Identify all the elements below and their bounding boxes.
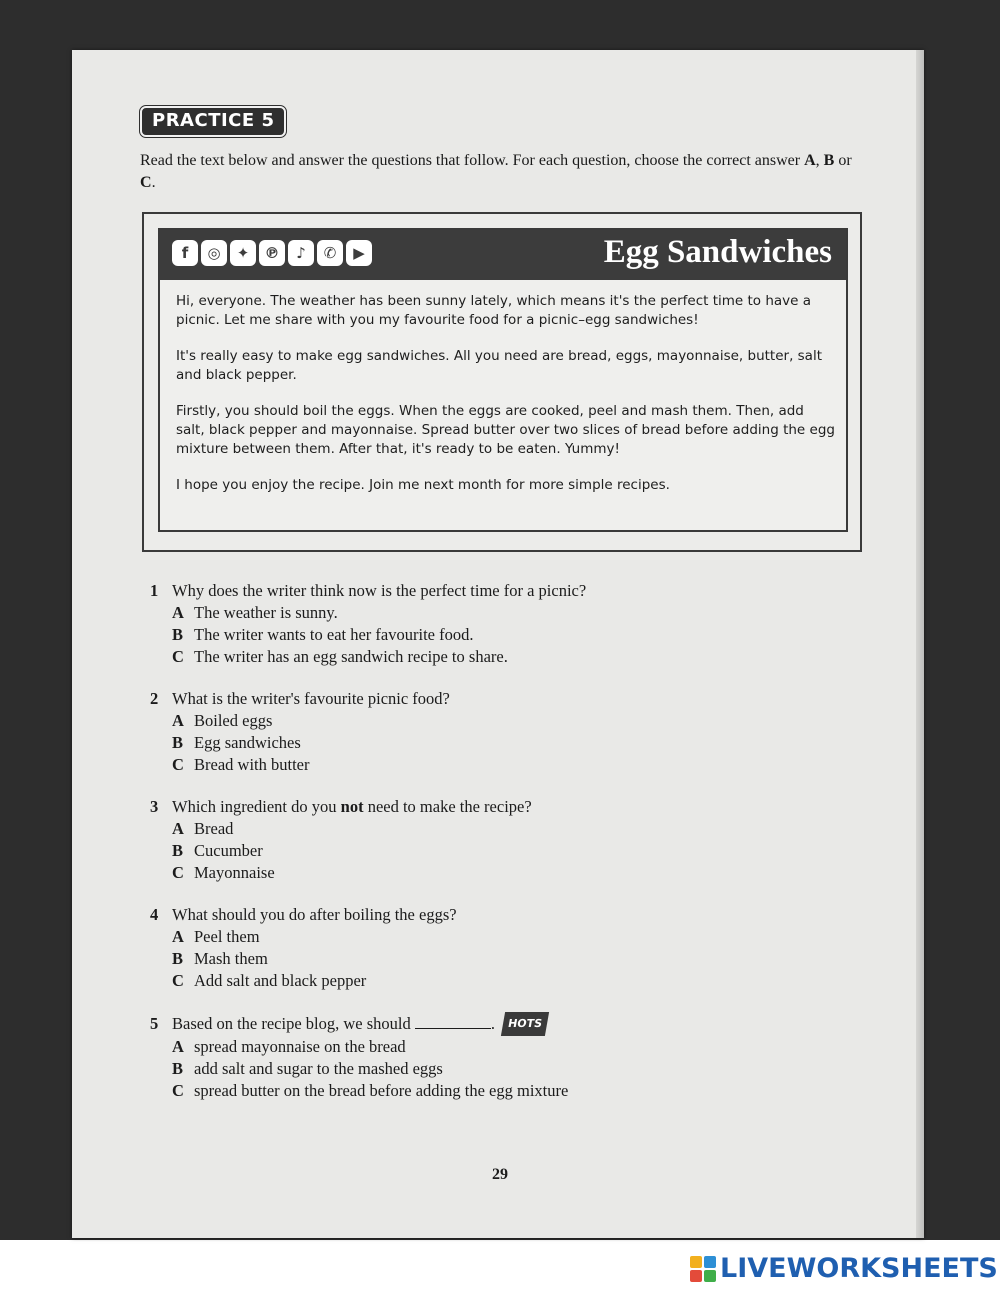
option-text: The writer has an egg sandwich recipe to share.: [194, 647, 508, 666]
instagram-icon: ◎: [201, 240, 227, 266]
question-text-part: .: [490, 1014, 495, 1033]
option-letter: C: [172, 971, 184, 990]
option-a[interactable]: [150, 1036, 770, 1058]
twitter-icon: ✦: [230, 240, 256, 266]
option-a[interactable]: [150, 926, 770, 948]
logo-square: [690, 1256, 702, 1268]
question-number: 1: [150, 581, 159, 600]
blog-paragraph: Firstly, you should boil the eggs. When the eggs are cooked, peel and mash them. Then, add salt, black pepper and mayonnaise. Spread butter over two slices of bread before adding the egg mixture between them. After that, it's ready to be eaten. Yummy!: [176, 403, 835, 457]
option-letter: A: [172, 1037, 184, 1056]
facebook-icon: f: [172, 240, 198, 266]
option-letter: C: [172, 863, 184, 882]
blog-post-title: Egg Sandwiches: [603, 234, 832, 270]
option-a[interactable]: [150, 602, 770, 624]
option-letter: A: [172, 603, 184, 622]
option-b[interactable]: [150, 732, 770, 754]
option-a[interactable]: [150, 818, 770, 840]
blog-post: [158, 228, 848, 532]
option-text: The weather is sunny.: [194, 603, 338, 622]
option-letter: A: [172, 927, 184, 946]
blog-post-frame: [142, 212, 862, 552]
answer-blank[interactable]: [415, 1014, 491, 1029]
liveworksheets-brand: [690, 1253, 998, 1284]
option-b[interactable]: [150, 948, 770, 970]
option-a[interactable]: [150, 710, 770, 732]
option-text: Mash them: [194, 949, 268, 968]
option-letter: B: [172, 625, 184, 644]
option-letter: C: [172, 755, 184, 774]
blog-paragraph: Hi, everyone. The weather has been sunny lately, which means it's the perfect time to have a picnic. Let me share with you my favourite food for a picnic–egg sandwiches!: [176, 293, 812, 328]
youtube-icon: ▶: [346, 240, 372, 266]
question-number: 3: [150, 797, 159, 816]
option-letter: A: [172, 711, 184, 730]
option-b[interactable]: [150, 624, 770, 646]
question-3: [150, 796, 770, 884]
whatsapp-icon: ✆: [317, 240, 343, 266]
logo-square: [704, 1270, 716, 1282]
instructions-comma: ,: [815, 152, 824, 169]
question-1: [150, 580, 770, 668]
worksheet-page: [72, 50, 924, 1238]
social-icons: [172, 240, 372, 266]
option-c[interactable]: [150, 970, 770, 992]
option-letter: C: [172, 647, 184, 666]
option-text: Bread: [194, 819, 234, 838]
option-c[interactable]: [150, 754, 770, 776]
question-text: [172, 797, 532, 816]
instructions-option-a: A: [804, 152, 816, 169]
option-text: Egg sandwiches: [194, 733, 301, 752]
question-text-part: Based on the recipe blog, we should: [172, 1014, 411, 1033]
option-c[interactable]: [150, 1080, 770, 1102]
option-text: Boiled eggs: [194, 711, 273, 730]
option-c[interactable]: [150, 862, 770, 884]
instructions: [140, 150, 860, 194]
option-text: Bread with butter: [194, 755, 310, 774]
question-list: [150, 580, 770, 1122]
brand-name: LIVEWORKSHEETS: [720, 1253, 998, 1284]
option-b[interactable]: [150, 1058, 770, 1080]
blog-paragraph: I hope you enjoy the recipe. Join me next month for more simple recipes.: [176, 477, 670, 493]
page-edge: [916, 50, 924, 1238]
option-letter: B: [172, 733, 184, 752]
option-letter: B: [172, 841, 184, 860]
option-text: spread butter on the bread before adding the egg mixture: [194, 1081, 569, 1100]
option-text: The writer wants to eat her favourite food.: [194, 625, 474, 644]
question-number: 5: [150, 1014, 159, 1033]
question-text: [172, 1014, 495, 1033]
option-text: Add salt and black pepper: [194, 971, 367, 990]
option-text: Mayonnaise: [194, 863, 275, 882]
pinterest-icon: ℗: [259, 240, 285, 266]
logo-square: [690, 1270, 702, 1282]
question-text-part: need to make the recipe?: [363, 797, 532, 816]
option-letter: B: [172, 949, 184, 968]
instructions-text: Read the text below and answer the questions that follow. For each question, choose the correct answer: [140, 152, 805, 169]
option-letter: B: [172, 1059, 184, 1078]
option-text: Cucumber: [194, 841, 263, 860]
instructions-or: or: [834, 152, 852, 169]
option-c[interactable]: [150, 646, 770, 668]
question-text: Why does the writer think now is the perfect time for a picnic?: [172, 581, 587, 600]
option-text: spread mayonnaise on the bread: [194, 1037, 406, 1056]
liveworksheets-logo-icon: [690, 1256, 716, 1282]
question-text: What is the writer's favourite picnic food?: [172, 689, 450, 708]
tiktok-icon: ♪: [288, 240, 314, 266]
question-text-emphasis: not: [340, 797, 364, 816]
blog-post-header: [160, 230, 846, 280]
practice-label: PRACTICE 5: [140, 106, 286, 137]
page-number: 29: [492, 1166, 508, 1183]
instructions-option-b: B: [823, 152, 835, 169]
question-5: [150, 1012, 770, 1102]
option-letter: C: [172, 1081, 184, 1100]
blog-post-body: [176, 292, 836, 512]
blog-paragraph: It's really easy to make egg sandwiches. All you need are bread, eggs, mayonnaise, butter, salt and black pepper.: [176, 348, 822, 383]
question-4: [150, 904, 770, 992]
hots-badge: HOTS: [501, 1012, 549, 1036]
question-text-part: Which ingredient do you: [172, 797, 341, 816]
option-letter: A: [172, 819, 184, 838]
question-text: What should you do after boiling the eggs?: [172, 905, 457, 924]
logo-square: [704, 1256, 716, 1268]
question-number: 4: [150, 905, 159, 924]
question-number: 2: [150, 689, 159, 708]
question-2: [150, 688, 770, 776]
option-b[interactable]: [150, 840, 770, 862]
instructions-option-c: C: [140, 174, 152, 191]
option-text: add salt and sugar to the mashed eggs: [194, 1059, 443, 1078]
option-text: Peel them: [194, 927, 260, 946]
instructions-period: .: [151, 174, 156, 191]
